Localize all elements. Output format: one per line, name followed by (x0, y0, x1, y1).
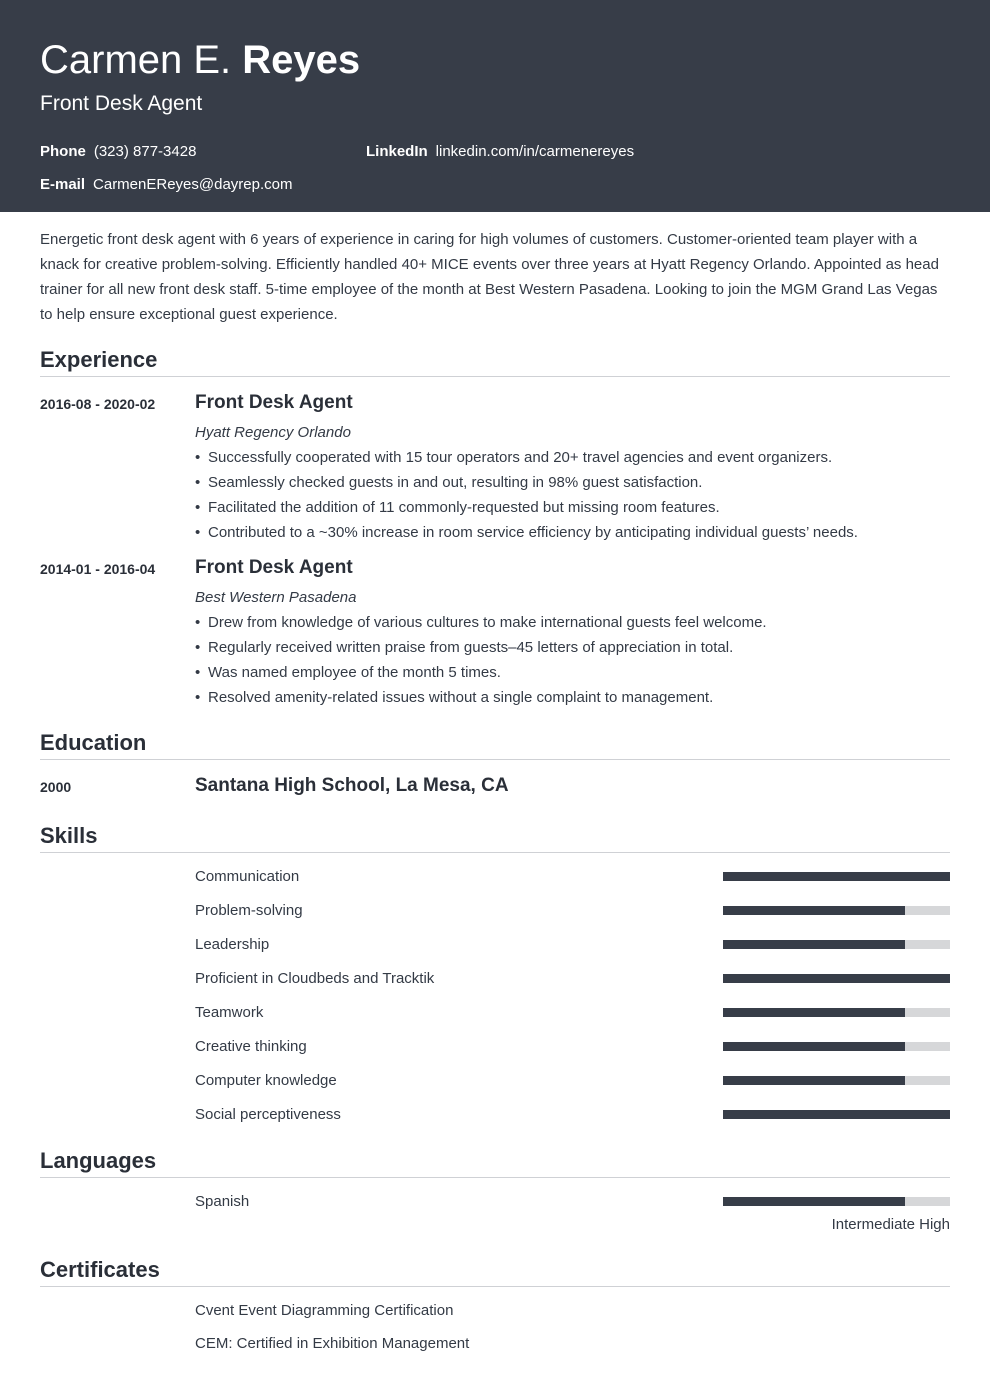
skill-name: Proficient in Cloudbeds and Tracktik (195, 970, 435, 987)
resume-header (0, 0, 990, 212)
skill-level-fill (723, 974, 950, 983)
skill-level-bar (723, 1076, 950, 1085)
skill-name: Creative thinking (195, 1038, 307, 1055)
job-title: Front Desk Agent (40, 92, 203, 115)
language-level-fill (723, 1197, 905, 1206)
skill-name: Computer knowledge (195, 1072, 337, 1089)
phone-label: Phone (40, 143, 86, 160)
skill-name: Teamwork (195, 1004, 264, 1021)
job-dates: 2014-01 - 2016-04 (40, 561, 156, 577)
skill-level-bar (723, 940, 950, 949)
skill-level-bar (723, 1008, 950, 1017)
certificate-item: Cvent Event Diagramming Certification (195, 1302, 454, 1319)
skill-level-fill (723, 940, 905, 949)
education-heading: Education (40, 729, 950, 760)
skills-heading: Skills (40, 822, 950, 853)
job-bullet: • Resolved amenity-related issues without a single complaint to management. (195, 685, 767, 710)
job-role: Front Desk Agent (195, 557, 353, 578)
last-name: Reyes (242, 38, 361, 82)
skill-level-fill (723, 1042, 905, 1051)
education-year: 2000 (40, 779, 72, 795)
job-bullets (195, 610, 767, 710)
skill-name: Problem-solving (195, 902, 303, 919)
school-name: Santana High School, La Mesa, CA (195, 775, 509, 796)
job-bullet: • Successfully cooperated with 15 tour operators and 20+ travel agencies and event organizers. (195, 445, 858, 470)
job-role: Front Desk Agent (195, 392, 353, 413)
experience-heading: Experience (40, 346, 950, 377)
skill-name: Social perceptiveness (195, 1106, 341, 1123)
language-name: Spanish (195, 1193, 250, 1210)
phone-value: (323) 877-3428 (93, 143, 197, 160)
phone-contact (40, 142, 196, 162)
job-bullets (195, 445, 858, 545)
skill-level-fill (723, 1008, 905, 1017)
skill-level-fill (723, 1110, 950, 1119)
skill-level-bar (723, 906, 950, 915)
job-bullet: • Regularly received written praise from guests–45 letters of appreciation in total. (195, 635, 767, 660)
email-link[interactable]: CarmenEReyes@dayrep.com (93, 176, 293, 193)
skill-level-fill (723, 872, 950, 881)
skill-level-bar (723, 872, 950, 881)
email-contact (40, 175, 292, 195)
certificate-item: CEM: Certified in Exhibition Management (195, 1335, 470, 1352)
skill-level-bar (723, 1042, 950, 1051)
job-bullet: • Seamlessly checked guests in and out, resulting in 98% guest satisfaction. (195, 470, 858, 495)
email-label: E-mail (40, 176, 86, 193)
skill-level-bar (723, 974, 950, 983)
skill-level-fill (723, 906, 905, 915)
job-bullet: • Was named employee of the month 5 times. (195, 660, 767, 685)
job-company: Best Western Pasadena (195, 589, 357, 606)
linkedin-link[interactable]: linkedin.com/in/carmenereyes (435, 143, 635, 160)
candidate-name (40, 36, 360, 84)
profile-summary: Energetic front desk agent with 6 years of experience in caring for high volumes of customers. Customer-oriented team player with a knack for creative problem-solving. Efficiently handled 40+ MICE events over three years at Hyatt Regency Orlando. Appointed as head trainer for all new front desk staff. 5-time employee of the month at Best Western Pasadena. Looking to join the MGM Grand Las Vegas to help ensure exceptional guest experience. (40, 231, 939, 323)
skill-level-bar (723, 1110, 950, 1119)
skill-level-fill (723, 1076, 905, 1085)
certificates-heading: Certificates (40, 1256, 950, 1287)
skill-name: Communication (195, 868, 300, 885)
language-level-text: Intermediate High (831, 1216, 950, 1233)
linkedin-contact (366, 142, 634, 162)
job-bullet: • Contributed to a ~30% increase in room service efficiency by anticipating individual guests’ needs. (195, 520, 858, 545)
language-level-bar (723, 1197, 950, 1206)
skill-name: Leadership (195, 936, 270, 953)
first-name: Carmen E. (40, 38, 232, 82)
job-bullet: • Drew from knowledge of various cultures to make international guests feel welcome. (195, 610, 767, 635)
languages-heading: Languages (40, 1147, 950, 1178)
linkedin-label: LinkedIn (366, 143, 428, 160)
job-company: Hyatt Regency Orlando (195, 424, 351, 441)
job-dates: 2016-08 - 2020-02 (40, 396, 156, 412)
job-bullet: • Facilitated the addition of 11 commonly-requested but missing room features. (195, 495, 858, 520)
